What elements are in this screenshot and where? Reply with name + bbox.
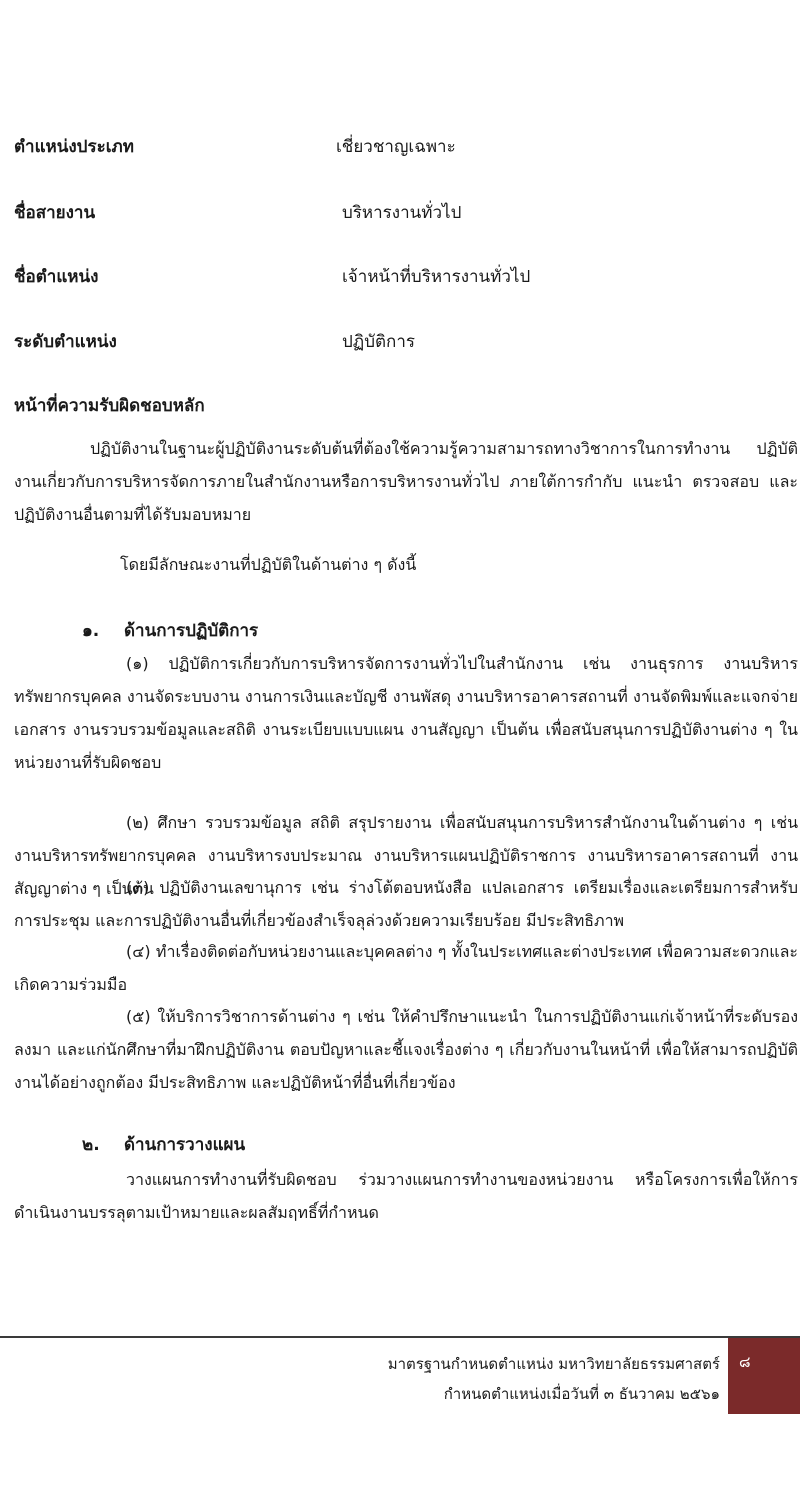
field-label-position-level: ระดับตำแหน่ง: [14, 332, 117, 352]
operations-item-5: (๕) ให้บริการวิชาการด้านต่าง ๆ เช่น ให้คำปรึกษาแนะนำ ในการปฏิบัติงานแก่เจ้าหน้าที่ระดับรองลงมา และแก่นักศึกษาที่มาฝึกปฏิบัติงาน ตอบปัญหาและชี้แจงเรื่องต่าง ๆ เกี่ยวกับงานในหน้าที่ เพื่อให้สามารถปฏิบัติงานได้อย่างถูกต้อง มีประสิทธิภาพ และปฏิบัติหน้าที่อื่นที่เกี่ยวข้อง: [14, 1007, 798, 1092]
footer-divider: [0, 1336, 800, 1338]
field-label-line-of-work: ชื่อสายงาน: [14, 203, 96, 223]
section-number: ๑.: [82, 621, 100, 641]
operations-item-3: (๓) ปฏิบัติงานเลขานุการ เช่น ร่างโต้ตอบหนังสือ แปลเอกสาร เตรียมเรื่องและเตรียมการสำหรับการประชุม และการปฏิบัติงานอื่นที่เกี่ยวข้องสำเร็จลุล่วงด้วยความเรียบร้อย มีประสิทธิภาพ: [14, 878, 798, 930]
section-title: ด้านการปฏิบัติการ: [124, 621, 259, 641]
page-number: ๘: [739, 1353, 751, 1371]
section-number: ๒.: [82, 1135, 100, 1155]
operations-item-2: (๒) ศึกษา รวบรวมข้อมูล สถิติ สรุปรายงาน เพื่อสนับสนุนการบริหารสำนักงานในด้านต่าง ๆ เช่น งานบริหารทรัพยากรบุคคล งานบริหารงบประมาณ งานบริหารแผนปฏิบัติราชการ งานบริหารอาคารสถานที่ งานสัญญาต่าง ๆ เป็นต้น: [14, 813, 798, 898]
operations-item-4: (๔) ทำเรื่องติดต่อกับหน่วยงานและบุคคลต่าง ๆ ทั้งในประเทศและต่างประเทศ เพื่อความสะดวกและเกิดความร่วมมือ: [14, 942, 798, 994]
field-label-position-type: ตำแหน่งประเภท: [14, 137, 134, 157]
main-responsibilities-heading: หน้าที่ความรับผิดชอบหลัก: [14, 396, 205, 416]
section-heading-planning: [82, 1131, 245, 1158]
section-title: ด้านการวางแผน: [124, 1135, 246, 1155]
operations-item-1: (๑) ปฏิบัติการเกี่ยวกับการบริหารจัดการงานทั่วไปในสำนักงาน เช่น งานธุรการ งานบริหารทรัพยากรบุคคล งานจัดระบบงาน งานการเงินและบัญชี งานพัสดุ งานบริหารอาคารสถานที่ งานจัดพิมพ์และแจกจ่ายเอกสาร งานรวบรวมข้อมูลและสถิติ งานระเบียบแบบแผน งานสัญญา เป็นต้น เพื่อสนับสนุนการปฏิบัติงานต่าง ๆ ในหน่วยงานที่รับผิดชอบ: [14, 654, 798, 772]
footer-effective-date: กำหนดตำแหน่งเมื่อวันที่ ๓ ธันวาคม ๒๕๖๑: [443, 1385, 720, 1403]
field-value-position-name: เจ้าหน้าที่บริหารงานทั่วไป: [342, 267, 531, 287]
planning-item-1: วางแผนการทำงานที่รับผิดชอบ ร่วมวางแผนการทำงานของหน่วยงาน หรือโครงการเพื่อให้การดำเนินงานบรรลุตามเป้าหมายและผลสัมฤทธิ์ที่กำหนด: [14, 1170, 798, 1222]
intro-paragraph: ปฏิบัติงานในฐานะผู้ปฏิบัติงานระดับต้นที่ต้องใช้ความรู้ความสามารถทางวิชาการในการทำงาน ปฏิบัติงานเกี่ยวกับการบริหารจัดการภายในสำนักงานหรือการบริหารงานทั่วไป ภายใต้การกำกับ แนะนำ ตรวจสอบ และปฏิบัติงานอื่นตามที่ได้รับมอบหมาย: [14, 439, 798, 524]
field-value-position-type: เชี่ยวชาญเฉพาะ: [336, 137, 456, 157]
lead-in-text: โดยมีลักษณะงานที่ปฏิบัติในด้านต่าง ๆ ดังนี้: [120, 555, 417, 574]
field-value-position-level: ปฏิบัติการ: [342, 332, 416, 352]
field-label-position-name: ชื่อตำแหน่ง: [14, 267, 99, 287]
section-heading-operations: [82, 617, 258, 644]
footer-standard-title: มาตรฐานกำหนดตำแหน่ง มหาวิทยาลัยธรรมศาสตร์: [387, 1355, 720, 1373]
field-value-line-of-work: บริหารงานทั่วไป: [342, 203, 462, 223]
